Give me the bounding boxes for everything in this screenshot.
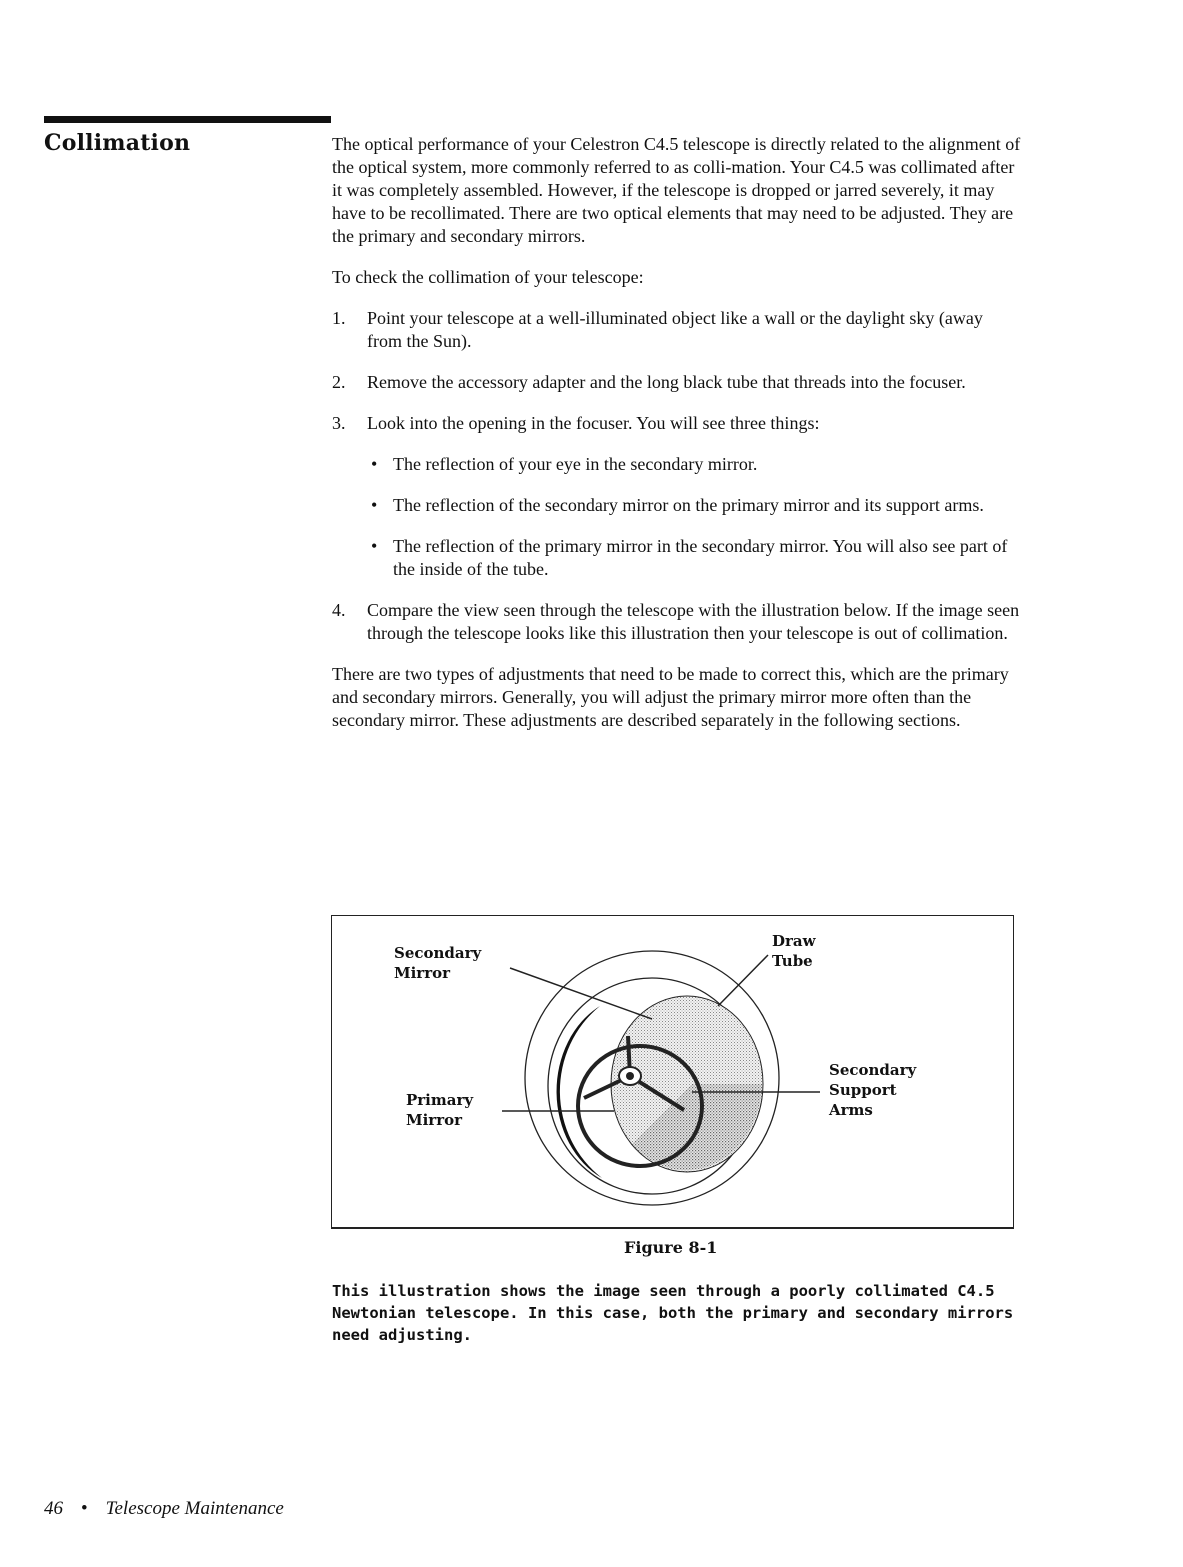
- step-number: 2.: [332, 372, 346, 392]
- step-text: Look into the opening in the focuser. You will see three things:: [367, 413, 820, 433]
- label-line: Secondary: [394, 944, 482, 962]
- step-item: [332, 412, 1022, 581]
- label-primary-mirror: [406, 1090, 473, 1130]
- label-line: Tube: [772, 952, 813, 970]
- step-text: Point your telescope at a well-illuminated object like a wall or the daylight sky (away from the Sun).: [367, 308, 983, 351]
- label-secondary-support-arms: [829, 1060, 916, 1120]
- observation-list: [367, 453, 1022, 581]
- check-lead: To check the collimation of your telescope:: [332, 267, 644, 287]
- step-item: [332, 307, 1022, 353]
- step-number: 1.: [332, 308, 346, 328]
- eye-pupil: [626, 1072, 634, 1080]
- label-draw-tube: [772, 931, 816, 971]
- section-title: Collimation: [44, 130, 191, 156]
- figure-caption: Figure 8-1: [624, 1238, 718, 1257]
- label-line: Arms: [829, 1101, 873, 1119]
- step-text: Remove the accessory adapter and the long black tube that threads into the focuser.: [367, 372, 966, 392]
- bullet-item: • The reflection of the secondary mirror on the primary mirror and its support arms.: [367, 494, 1022, 517]
- label-line: Support: [829, 1081, 897, 1099]
- steps-list: [332, 307, 1022, 645]
- adjustments-paragraph: There are two types of adjustments that need to be made to correct this, which are the primary and secondary mirrors. Generally, you will adjust the primary mirror more often than the secondary mirror. These adjustments are described separately in the following sections.: [332, 664, 1009, 730]
- bullet-item: • The reflection of the primary mirror in the secondary mirror. You will also see part of the inside of the tube.: [367, 535, 1022, 581]
- step-item: [332, 599, 1022, 645]
- label-line: Primary: [406, 1091, 474, 1109]
- step-item: [332, 371, 1022, 394]
- intro-paragraph: The optical performance of your Celestron C4.5 telescope is directly related to the alignment of the optical system, more commonly referred to as colli-mation. Your C4.5 was collimated after it was completely assembled. However, if the telescope is dropped or jarred severely, it may have to be recollimated. There are two optical elements that may need to be adjusted. They are the primary and secondary mirrors.: [332, 134, 1021, 246]
- footer-separator: •: [81, 1498, 88, 1519]
- label-secondary-mirror: [394, 943, 481, 983]
- label-line: Mirror: [394, 964, 451, 982]
- step-number: 3.: [332, 413, 346, 433]
- step-number: 4.: [332, 600, 346, 620]
- page-number: 46: [44, 1498, 63, 1519]
- label-line: Draw: [772, 932, 816, 950]
- step-text: Compare the view seen through the telescope with the illustration below. If the image seen through the telescope looks like this illustration then your telescope is out of collimation.: [367, 600, 1020, 643]
- label-line: Secondary: [829, 1061, 917, 1079]
- label-line: Mirror: [406, 1111, 463, 1129]
- section-rule: [44, 116, 331, 123]
- chapter-title: Telescope Maintenance: [105, 1498, 284, 1519]
- figure-description: This illustration shows the image seen through a poorly collimated C4.5 Newtonian telescope. In this case, both the primary and secondary mirrors need adjusting.: [332, 1282, 1014, 1344]
- body-text: [332, 133, 1022, 750]
- page-footer: [44, 1498, 284, 1520]
- figure-frame: [331, 915, 1014, 1229]
- bullet-item: • The reflection of your eye in the secondary mirror.: [367, 453, 1022, 476]
